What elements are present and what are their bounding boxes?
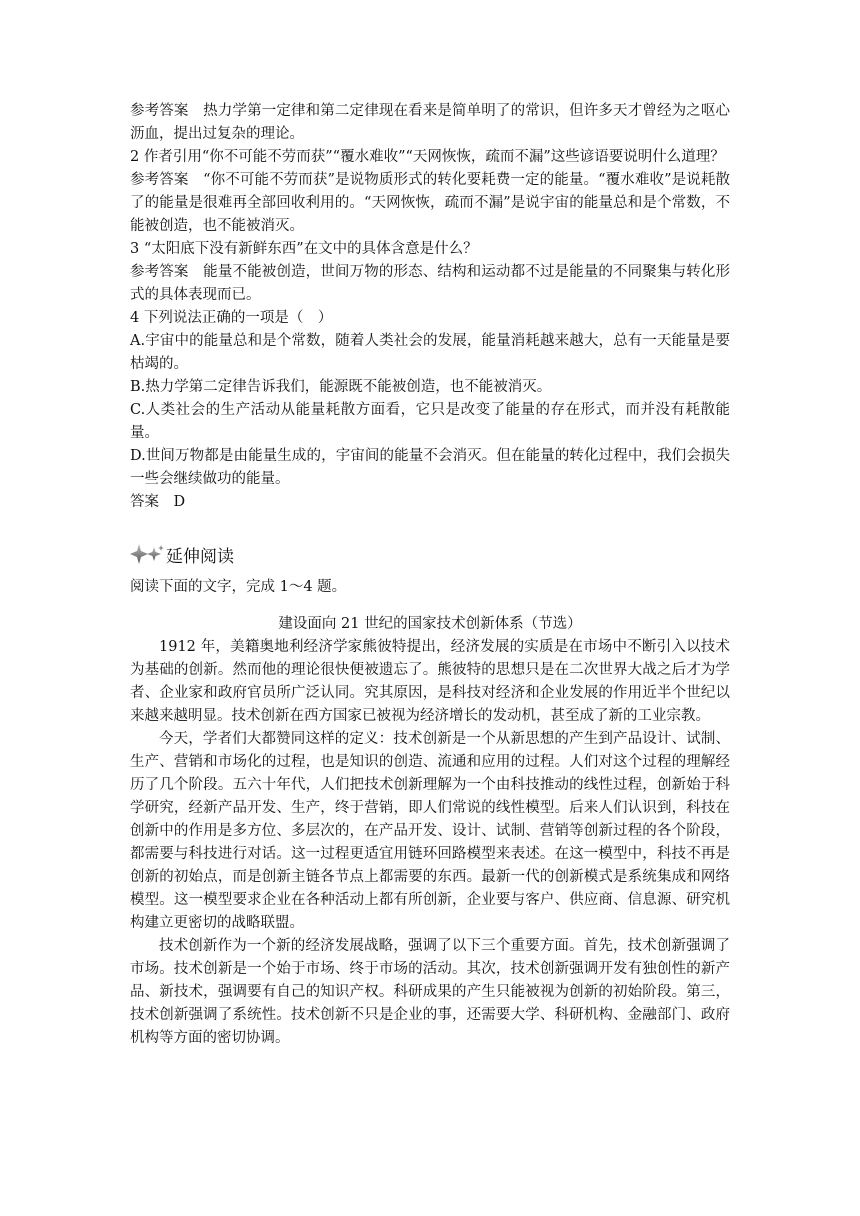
option-c: C.人类社会的生产活动从能量耗散方面看，它只是改变了能量的存在形式，而并没有耗散能量。 <box>130 402 730 441</box>
article-body <box>130 636 730 1050</box>
article-paragraph-2: 今天，学者们大都赞同这样的定义：技术创新是一个从新思想的产生到产品设计、试制、生产、营销和市场化的过程，也是知识的创造、流通和应用的过程。人们对这个过程的理解经历了几个阶段。五六十年代，人们把技术创新理解为一个由科技推动的线性过程，创新始于科学研究，经新产品开发、生产，终于营销，即人们常说的线性模型。后来人们认识到，科技在创新中的作用是多方位、多层次的，在产品开发、设计、试制、营销等创新过程的各个阶段，都需要与科技进行对话。这一过程更适宜用链环回路模型来表述。在这一模型中，科技不再是创新的初始点，而是创新主链各节点上都需要的东西。最新一代的创新模式是系统集成和网络模型。这一模型要求企业在各种活动上都有所创新，企业要与客户、供应商、信息源、研究机构建立更密切的战略联盟。 <box>130 731 730 931</box>
sparkle-icon <box>130 543 166 572</box>
question-3: 3 “太阳底下没有新鲜东西”在文中的具体含意是什么？ <box>130 241 478 257</box>
article-title: 建设面向 21 世纪的国家技术创新体系（节选） <box>278 616 582 632</box>
answer-1: 参考答案 热力学第一定律和第二定律现在看来是简单明了的常识，但许多天才曾经为之呕心沥血，提出过复杂的理论。 <box>130 103 730 142</box>
section-heading <box>130 542 730 572</box>
article-paragraph-3: 技术创新作为一个新的经济发展战略，强调了以下三个重要方面。首先，技术创新强调了市场。技术创新是一个始于市场、终于市场的活动。其次，技术创新强调开发有独创性的新产品、新技术，强调要有自己的知识产权。科研成果的产生只能被视为创新的初始阶段。第三，技术创新强调了系统性。技术创新不只是企业的事，还需要大学、科研机构、金融部门、政府机构等方面的密切协调。 <box>130 938 730 1046</box>
option-d: D.世间万物都是由能量生成的，宇宙间的能量不会消灭。但在能量的转化过程中，我们会损失一些会继续做功的能量。 <box>130 448 730 487</box>
answer-3: 参考答案 能量不能被创造，世间万物的形态、结构和运动都不过是能量的不同聚集与转化形式的具体表现而已。 <box>130 264 730 303</box>
answer-4: 答案 D <box>130 494 186 510</box>
article-paragraph-1: 1912 年，美籍奥地利经济学家熊彼特提出，经济发展的实质是在市场中不断引入以技术为基础的创新。然而他的理论很快便被遗忘了。熊彼特的思想只是在二次世界大战之后才为学者、企业家和政府官员所广泛认同。究其原因，是科技对经济和企业发展的作用近半个世纪以来越来越明显。技术创新在西方国家已被视为经济增长的发动机，甚至成了新的工业宗教。 <box>130 639 730 724</box>
option-b: B.热力学第二定律告诉我们，能源既不能被创造，也不能被消灭。 <box>130 379 552 395</box>
option-a: A.宇宙中的能量总和是个常数，随着人类社会的发展，能量消耗越来越大，总有一天能量是要枯竭的。 <box>130 333 730 372</box>
document-page <box>130 100 730 1050</box>
question-4: 4 下列说法正确的一项是（ ） <box>130 310 333 326</box>
section-instruction: 阅读下面的文字，完成 1～4 题。 <box>130 579 347 595</box>
answer-2: 参考答案 “你不可能不劳而获”是说物质形式的转化要耗费一定的能量。“覆水难收”是说耗散了的能量是很难再全部回收利用的。“天网恢恢，疏而不漏”是说宇宙的能量总和是个常数，不能被创造，也不能被消灭。 <box>130 172 730 234</box>
section-title: 延伸阅读 <box>166 546 234 567</box>
qa-section <box>130 100 730 514</box>
question-2: 2 作者引用“你不可能不劳而获”“覆水难收”“天网恢恢，疏而不漏”这些谚语要说明什么道理？ <box>130 149 725 165</box>
